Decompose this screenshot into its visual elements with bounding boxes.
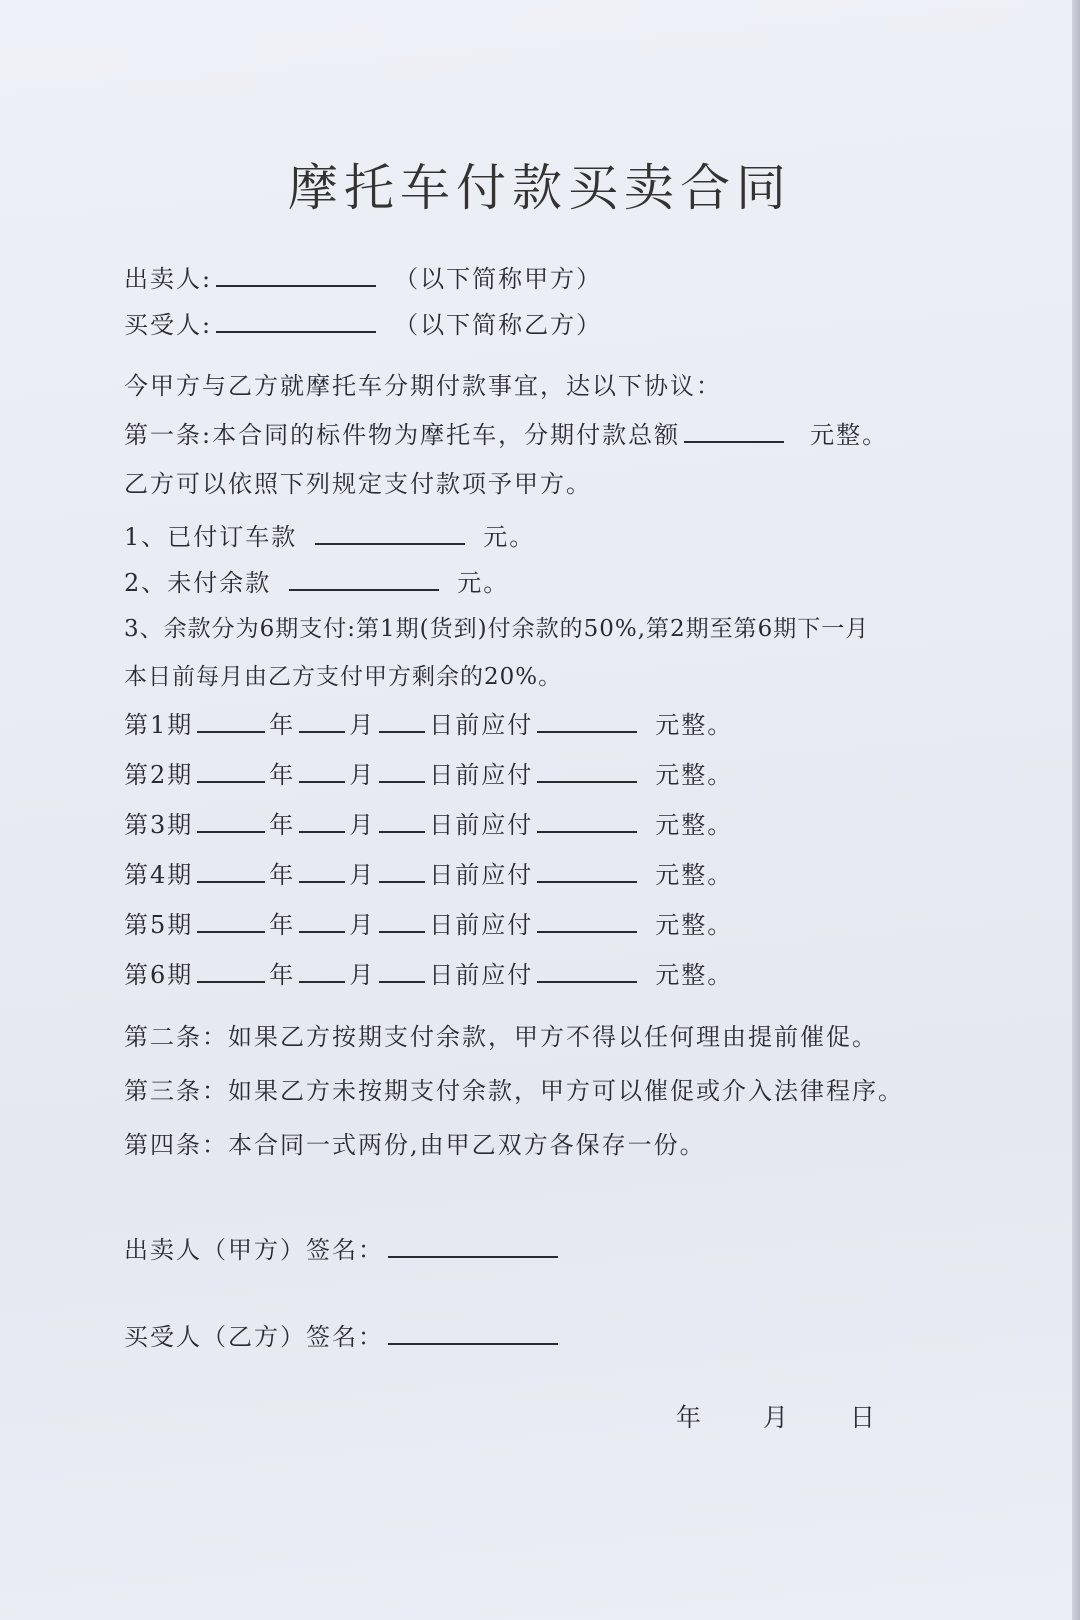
contract-title: 摩托车付款买卖合同 xyxy=(288,159,792,217)
installment-due-word: 日前应付 xyxy=(429,711,534,739)
installment-month-word: 月 xyxy=(349,761,376,789)
item2-unit: 元。 xyxy=(457,569,510,597)
total-amount-blank xyxy=(684,419,784,443)
installment-unit: 元整。 xyxy=(655,711,734,739)
installment-year-word: 年 xyxy=(269,911,296,939)
installment-due-word: 日前应付 xyxy=(429,911,534,939)
installment-due-word: 日前应付 xyxy=(429,961,534,989)
installment-label: 第4期 xyxy=(124,861,194,889)
seller-signature-line xyxy=(124,1233,562,1267)
installment-year-blank xyxy=(197,859,265,883)
buyer-line xyxy=(124,308,602,342)
installment-month-word: 月 xyxy=(349,811,376,839)
installment-month-word: 月 xyxy=(349,911,376,939)
balance-blank xyxy=(289,567,439,591)
installment-amount-blank xyxy=(537,859,637,883)
installment-label: 第2期 xyxy=(124,761,194,789)
installment-unit: 元整。 xyxy=(655,761,734,789)
installment-month-word: 月 xyxy=(349,861,376,889)
installment-month-blank xyxy=(299,909,345,933)
installment-label: 第3期 xyxy=(124,811,194,839)
installment-unit: 元整。 xyxy=(655,961,734,989)
installment-due-word: 日前应付 xyxy=(429,811,534,839)
buyer-signature-blank xyxy=(388,1321,558,1345)
installment-month-word: 月 xyxy=(349,711,376,739)
installment-row xyxy=(124,958,733,992)
date-month: 月 xyxy=(763,1403,789,1432)
intro-text: 今甲方与乙方就摩托车分期付款事宜，达以下协议： xyxy=(124,372,722,400)
article2-text: 第二条：如果乙方按期支付余款，甲方不得以任何理由提前催促。 xyxy=(124,1023,878,1051)
seller-line xyxy=(124,262,602,296)
installment-unit: 元整。 xyxy=(655,811,734,839)
installment-amount-blank xyxy=(537,959,637,983)
item3-line2: 本日前每月由乙方支付甲方剩余的20%。 xyxy=(124,664,563,690)
installment-row xyxy=(124,808,733,842)
item3-line1: 3、余款分为6期支付:第1期(货到)付余款的50%,第2期至第6期下一月 xyxy=(124,616,870,642)
installment-day-blank xyxy=(379,859,425,883)
installment-unit: 元整。 xyxy=(655,861,734,889)
installment-row xyxy=(124,708,733,742)
installment-day-blank xyxy=(379,709,425,733)
installment-year-blank xyxy=(197,959,265,983)
buyer-name-blank xyxy=(216,309,376,333)
buyer-label: 买受人: xyxy=(124,311,213,339)
seller-note: （以下简称甲方） xyxy=(394,265,603,293)
installment-day-blank xyxy=(379,909,425,933)
deposit-blank xyxy=(315,521,465,545)
installment-unit: 元整。 xyxy=(655,911,734,939)
installment-year-blank xyxy=(197,759,265,783)
installment-amount-blank xyxy=(537,809,637,833)
installment-month-word: 月 xyxy=(349,961,376,989)
article1-text: 第一条:本合同的标件物为摩托车，分期付款总额 xyxy=(124,421,681,449)
page-edge-shadow xyxy=(1072,0,1080,1620)
seller-name-blank xyxy=(216,263,376,287)
installment-due-word: 日前应付 xyxy=(429,761,534,789)
installment-year-blank xyxy=(197,909,265,933)
installment-label: 第5期 xyxy=(124,911,194,939)
item2-label: 2、未付余款 xyxy=(124,569,272,597)
installment-year-word: 年 xyxy=(269,861,296,889)
date-year: 年 xyxy=(676,1403,702,1432)
installment-row xyxy=(124,908,733,942)
installment-month-blank xyxy=(299,809,345,833)
article4-text: 第四条：本合同一式两份,由甲乙双方各保存一份。 xyxy=(124,1131,706,1159)
buyer-signature-line xyxy=(124,1320,562,1354)
installment-month-blank xyxy=(299,709,345,733)
installment-year-word: 年 xyxy=(269,811,296,839)
installment-year-word: 年 xyxy=(269,961,296,989)
installment-year-blank xyxy=(197,809,265,833)
installment-year-blank xyxy=(197,709,265,733)
article1-line2: 乙方可以依照下列规定支付款项予甲方。 xyxy=(124,470,592,498)
seller-label: 出卖人: xyxy=(124,265,213,293)
article1-line xyxy=(124,418,888,452)
installment-day-blank xyxy=(379,959,425,983)
installment-amount-blank xyxy=(537,759,637,783)
installment-amount-blank xyxy=(537,709,637,733)
installment-month-blank xyxy=(299,959,345,983)
installment-amount-blank xyxy=(537,909,637,933)
article3-text: 第三条：如果乙方未按期支付余款，甲方可以催促或介入法律程序。 xyxy=(124,1077,904,1105)
installment-year-word: 年 xyxy=(269,761,296,789)
installment-row xyxy=(124,758,733,792)
article1-unit: 元整。 xyxy=(810,421,889,449)
buyer-signature-label: 买受人（乙方）签名： xyxy=(124,1323,384,1351)
installment-month-blank xyxy=(299,759,345,783)
item1-label: 1、已付订车款 xyxy=(124,523,298,551)
item1-unit: 元。 xyxy=(483,523,536,551)
installment-row xyxy=(124,858,733,892)
seller-signature-label: 出卖人（甲方）签名： xyxy=(124,1236,384,1264)
installment-day-blank xyxy=(379,809,425,833)
installment-day-blank xyxy=(379,759,425,783)
item2-line xyxy=(124,566,509,600)
installment-label: 第6期 xyxy=(124,961,194,989)
installment-label: 第1期 xyxy=(124,711,194,739)
item1-line xyxy=(124,520,535,554)
installment-year-word: 年 xyxy=(269,711,296,739)
signing-date xyxy=(676,1398,937,1434)
seller-signature-blank xyxy=(388,1234,558,1258)
installment-due-word: 日前应付 xyxy=(429,861,534,889)
date-day: 日 xyxy=(850,1403,876,1432)
installment-month-blank xyxy=(299,859,345,883)
buyer-note: （以下简称乙方） xyxy=(394,311,603,339)
